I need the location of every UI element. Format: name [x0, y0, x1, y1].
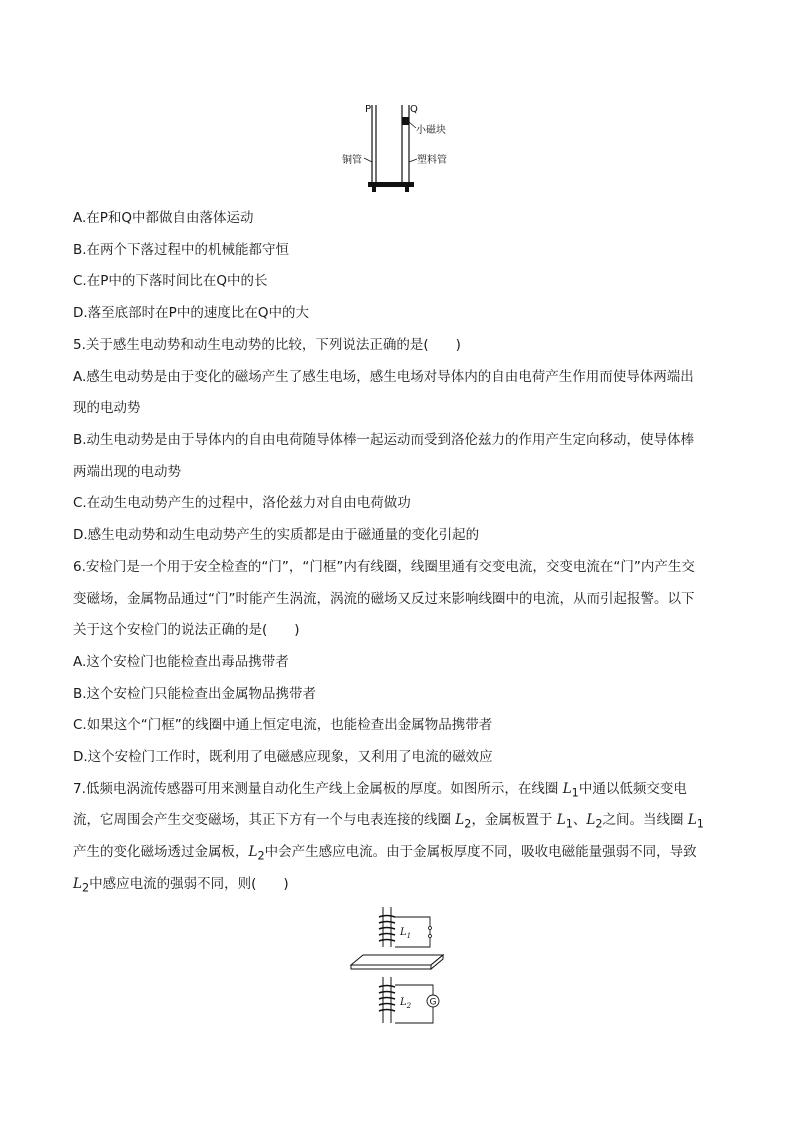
lower-coil-windings — [379, 986, 395, 1012]
q7-stem-line3: 产生的变化磁场透过金属板，$L_2$中会产生感应电流。由于金属板厚度不同，吸收电磁能量强弱不同，导致 — [73, 844, 697, 863]
metal-plate-front — [351, 965, 431, 969]
q6-stem-line3: 关于这个安检门的说法正确的是( ) — [73, 622, 300, 638]
coil-l1-label: $L_1$ — [400, 927, 412, 940]
q5-stem: 5.关于感生电动势和动生电动势的比较，下列说法正确的是( ) — [73, 337, 461, 353]
label-magnet: 小磁块 — [416, 125, 446, 136]
q5-option-a-line2: 现的电动势 — [73, 400, 141, 416]
ac-source-terminal-top — [429, 927, 432, 930]
q6-option-d: D.这个安检门工作时，既利用了电磁感应现象，又利用了电流的磁效应 — [73, 749, 493, 765]
q6-stem-line1: 6.安检门是一个用于安全检查的“门”，“门框”内有线圈，线圈里通有交变电流，交变电流在“门”内产生交 — [73, 559, 695, 575]
q5-option-c: C.在动生电动势产生的过程中，洛伦兹力对自由电荷做功 — [73, 495, 411, 511]
base-plate — [368, 182, 414, 187]
copper-leader-line — [364, 158, 372, 162]
q6-option-b: B.这个安检门只能检查出金属物品携带者 — [73, 686, 317, 702]
galvanometer-label: G — [429, 997, 437, 1008]
label-p: P — [365, 104, 372, 115]
q5-option-a-line1: A.感生电动势是由于变化的磁场产生了感生电场，感生电场对导体内的自由电荷产生作用而使导体两端出 — [73, 369, 694, 385]
small-magnet-block — [403, 117, 409, 125]
q6-option-a: A.这个安检门也能检查出毒品携带者 — [73, 654, 289, 670]
eddy-sensor-figure — [345, 905, 445, 1035]
coil-l2-label: $L_2$ — [400, 997, 412, 1010]
ac-source-terminal-bottom — [429, 935, 432, 938]
base-leg-right — [405, 187, 409, 192]
label-plastic: 塑料管 — [417, 155, 447, 166]
base-leg-left — [372, 187, 376, 192]
q6-option-c: C.如果这个“门框”的线圈中通上恒定电流，也能检查出金属物品携带者 — [73, 717, 493, 733]
metal-plate-top — [351, 955, 443, 965]
q4-option-a: A.在P和Q中都做自由落体运动 — [73, 210, 254, 226]
q5-option-b-line1: B.动生电动势是由于导体内的自由电荷随导体棒一起运动而受到洛伦兹力的作用产生定向移动，使导体棒 — [73, 432, 695, 448]
q5-option-b-line2: 两端出现的电动势 — [73, 464, 181, 480]
upper-coil-windings — [379, 916, 395, 942]
q7-stem-line4: $L_2$中感应电流的强弱不同，则( ) — [73, 876, 289, 895]
q4-option-c: C.在P中的下落时间比在Q中的长 — [73, 273, 268, 289]
plastic-leader-line — [409, 159, 417, 162]
q6-stem-line2: 变磁场，金属物品通过“门”时能产生涡流，涡流的磁场又反过来影响线圈中的电流，从而引起报警。以下 — [73, 591, 695, 607]
magnet-leader-line — [409, 122, 416, 128]
label-copper: 铜管 — [342, 155, 362, 166]
q4-option-b: B.在两个下落过程中的机械能都守恒 — [73, 242, 290, 258]
label-q: Q — [410, 104, 418, 115]
q5-option-d: D.感生电动势和动生电动势产生的实质都是由于磁通量的变化引起的 — [73, 527, 480, 543]
q7-stem-line2: 流，它周围会产生交变磁场，其正下方有一个与电表连接的线圈 $L_2$，金属板置于 $L_1$、$L_2$之间。当线圈 $L_1$ — [73, 812, 704, 831]
q7-stem-line1: 7.低频电涡流传感器可用来测量自动化生产线上金属板的厚度。如图所示，在线圈 $L_1$中通以低频交变电 — [73, 781, 687, 800]
q4-option-d: D.落至底部时在P中的速度比在Q中的大 — [73, 305, 309, 321]
pipes-figure — [340, 100, 460, 195]
